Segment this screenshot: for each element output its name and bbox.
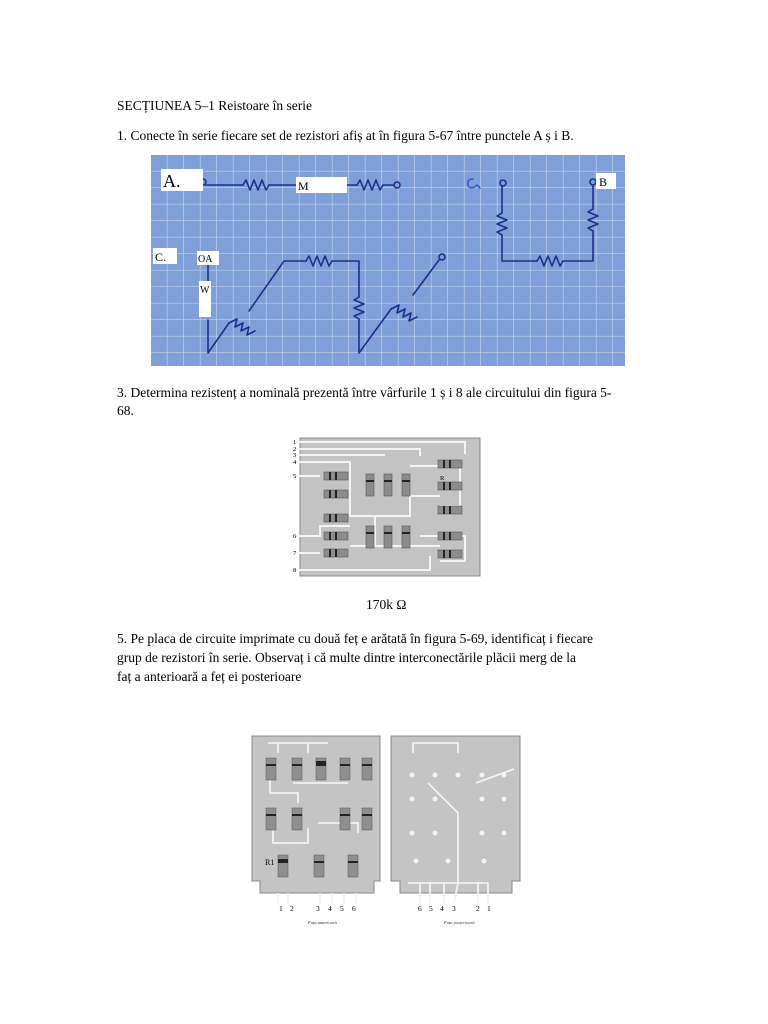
question-3-line-2: 68.: [117, 403, 134, 418]
question-5-line-3: faț a anterioară a feț ei posterioare: [117, 669, 302, 684]
back-pin-4: 4: [440, 904, 444, 913]
front-face-caption: Fața anterioară: [308, 920, 337, 925]
question-5-line-1: 5. Pe placa de circuite imprimate cu două feț e arătată în figura 5-69, identificaț i fiecare: [117, 631, 594, 646]
figure-5-69: [248, 733, 525, 928]
back-pin-2: 2: [476, 904, 480, 913]
figure-5-67: [151, 155, 625, 366]
pin-4: 4: [293, 459, 297, 466]
label-c: C.: [155, 250, 167, 264]
question-5-line-2: grup de rezistori în serie. Observaț i că multe dintre interconectările plăcii merg de la: [117, 650, 576, 665]
pin-5: 5: [293, 473, 297, 480]
pin-6: 6: [293, 533, 297, 540]
front-pin-4: 4: [328, 904, 332, 913]
label-m: M: [298, 179, 309, 193]
question-3-line-1: 3. Determina rezistenț a nominală prezentă între vârfurile 1 ș i 8 ale circuitului din figura 5-: [117, 385, 612, 400]
pcb-front: [252, 736, 380, 903]
pin-3: 3: [293, 452, 297, 459]
front-pin-2: 2: [290, 904, 294, 913]
label-b: B: [599, 175, 608, 189]
back-pin-3: 3: [452, 904, 456, 913]
pin-7: 7: [293, 550, 297, 557]
label-w: W: [200, 285, 210, 296]
back-pin-5: 5: [429, 904, 433, 913]
pcb-back: [391, 736, 520, 903]
section-title: SECȚIUNEA 5–1 Reistoare în serie: [117, 98, 312, 113]
back-pin-1: 1: [487, 904, 491, 913]
pin-1: 1: [293, 439, 297, 446]
pin-8: 8: [293, 567, 297, 574]
label-a: A.: [163, 171, 181, 191]
back-pin-6: 6: [418, 904, 422, 913]
label-oa: OA: [198, 254, 213, 265]
front-pin-6: 6: [352, 904, 356, 913]
mark-r: R: [440, 475, 445, 482]
mark-r1: R1: [265, 858, 275, 867]
question-1: 1. Conecte în serie fiecare set de rezistori afiș at în figura 5-67 între punctele A ș i B.: [117, 128, 574, 143]
front-pin-1: 1: [279, 904, 283, 913]
front-pin-5: 5: [340, 904, 344, 913]
answer-value: 170k Ω: [366, 597, 407, 612]
pin-2: 2: [293, 446, 297, 453]
back-face-caption: Fața posterioară: [444, 920, 475, 925]
front-pin-3: 3: [316, 904, 320, 913]
figure-5-68: [290, 436, 482, 578]
